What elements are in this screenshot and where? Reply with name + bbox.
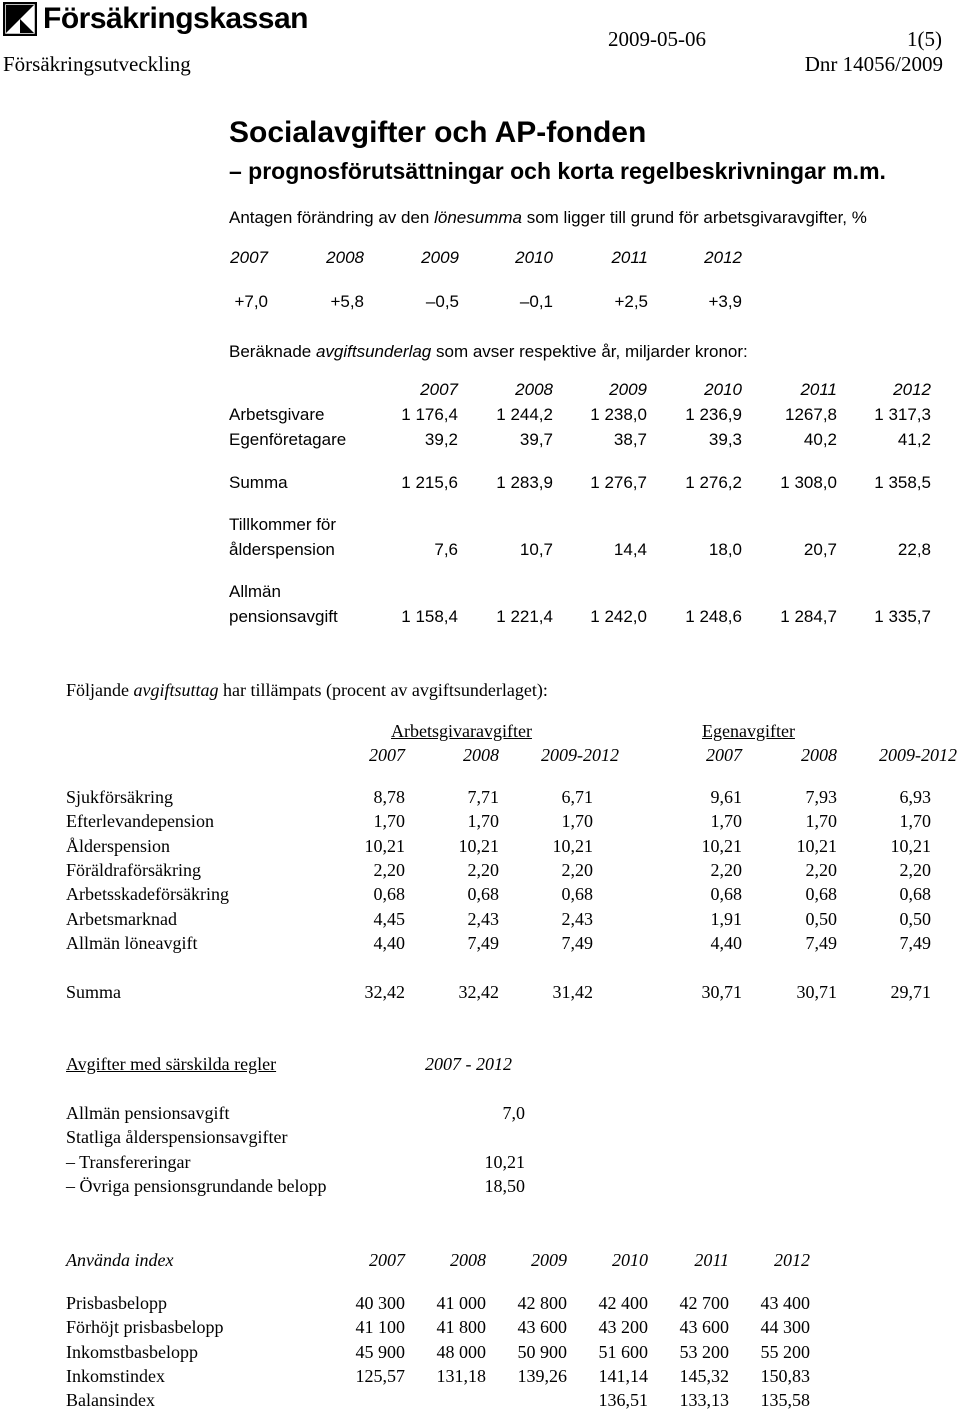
sum-value: 32,42 xyxy=(364,982,405,1002)
cell-value: 1,70 xyxy=(710,811,742,832)
cell-value: 2,20 xyxy=(561,859,593,880)
underlag-caption: Beräknade avgiftsunderlag som avser respektive år, miljarder kronor: xyxy=(229,342,748,361)
row-label: Arbetsmarknad xyxy=(66,908,177,929)
uttag-group-arbetsgivare: Arbetsgivaravgifter xyxy=(391,721,532,741)
logo-mark-icon xyxy=(3,2,37,36)
cell-value: 43 200 xyxy=(598,1317,648,1338)
cell-value: 2,20 xyxy=(805,859,837,880)
cell-value: 1 236,9 xyxy=(685,405,742,424)
cell-value: 22,8 xyxy=(897,540,931,559)
dnr: Dnr 14056/2009 xyxy=(804,52,943,76)
cell-value: 7,71 xyxy=(467,787,499,807)
row-label: Arbetsgivare xyxy=(229,405,325,424)
cell-value: 0,68 xyxy=(899,884,931,905)
year-header: 2007 xyxy=(230,248,268,267)
year-header: 2009-2012 xyxy=(541,745,619,765)
cell-value: 48 000 xyxy=(436,1341,486,1362)
cell-value: 10,7 xyxy=(519,540,553,559)
cell-value: 1 283,9 xyxy=(496,473,553,492)
row-label: pensionsavgift xyxy=(229,607,338,626)
cell-value: 7,49 xyxy=(467,932,499,953)
cell-value: 139,26 xyxy=(517,1365,567,1386)
change-value: –0,1 xyxy=(519,292,553,311)
cell-value: 1,70 xyxy=(561,811,593,832)
row-label: Tillkommer för xyxy=(229,515,337,534)
year-header: 2010 xyxy=(515,248,553,267)
change-value: +3,9 xyxy=(708,292,742,311)
year-header: 2008 xyxy=(801,745,837,765)
cell-value: 1 308,0 xyxy=(780,473,837,492)
year-header: 2012 xyxy=(893,380,931,399)
document-date: 2009-05-06 xyxy=(608,27,706,51)
change-value: +5,8 xyxy=(330,292,364,311)
cell-value: 136,51 xyxy=(598,1390,648,1411)
sarskilda-period: 2007 - 2012 xyxy=(425,1054,512,1074)
cell-value: 39,2 xyxy=(424,430,458,449)
cell-value: 10,21 xyxy=(484,1151,525,1172)
page-number: 1(5) xyxy=(907,27,942,51)
cell-value: 0,68 xyxy=(805,884,837,905)
cell-value: 4,40 xyxy=(710,932,742,953)
row-label: Balansindex xyxy=(66,1390,155,1411)
row-label: Föräldraförsäkring xyxy=(66,859,201,880)
cell-value: 150,83 xyxy=(760,1365,810,1386)
cell-value: 51 600 xyxy=(598,1341,648,1362)
cell-value: 131,18 xyxy=(436,1365,486,1386)
cell-value: 0,68 xyxy=(710,884,742,905)
cell-value: 1 244,2 xyxy=(496,405,553,424)
cell-value: 8,78 xyxy=(373,787,405,807)
row-label: Egenföretagare xyxy=(229,430,347,449)
row-label: – Övriga pensionsgrundande belopp xyxy=(66,1175,327,1196)
year-header: 2009 xyxy=(421,248,459,267)
change-value: +7,0 xyxy=(234,292,268,311)
cell-value: 18,0 xyxy=(708,540,742,559)
cell-value: 1267,8 xyxy=(785,405,837,424)
cell-value: 10,21 xyxy=(364,835,405,856)
cell-value: 1,70 xyxy=(805,811,837,832)
row-label: Prisbasbelopp xyxy=(66,1293,167,1313)
cell-value: 10,21 xyxy=(890,835,931,856)
sum-value: 32,42 xyxy=(458,982,499,1002)
year-header: 2008 xyxy=(463,745,499,765)
cell-value: 135,58 xyxy=(760,1390,810,1411)
sum-value: 31,42 xyxy=(552,982,593,1002)
year-header: 2008 xyxy=(450,1250,486,1270)
year-header: 2009 xyxy=(531,1250,567,1270)
cell-value: 141,14 xyxy=(598,1365,648,1386)
year-header: 2008 xyxy=(326,248,364,267)
row-label: ålderspension xyxy=(229,540,335,559)
cell-value: 40,2 xyxy=(803,430,837,449)
year-header: 2011 xyxy=(611,248,648,267)
year-header: 2010 xyxy=(612,1250,648,1270)
cell-value: 1 317,3 xyxy=(874,405,931,424)
cell-value: 7,49 xyxy=(561,932,593,953)
year-header: 2012 xyxy=(704,248,742,267)
year-header: 2011 xyxy=(800,380,837,399)
year-header: 2007 xyxy=(420,380,458,399)
page-title: Socialavgifter och AP-fonden xyxy=(229,116,647,149)
row-label: Allmän pensionsavgift xyxy=(66,1103,230,1123)
row-label: Ålderspension xyxy=(66,835,170,856)
cell-value: 42 700 xyxy=(679,1293,729,1313)
cell-value: 45 900 xyxy=(355,1341,405,1362)
cell-value: 39,3 xyxy=(708,430,742,449)
cell-value: 20,7 xyxy=(803,540,837,559)
year-header: 2007 xyxy=(706,745,742,765)
uttag-caption: Följande avgiftsuttag har tillämpats (procent av avgiftsunderlaget): xyxy=(66,680,548,700)
cell-value: 0,68 xyxy=(467,884,499,905)
cell-value: 0,68 xyxy=(561,884,593,905)
cell-value: 7,6 xyxy=(434,540,458,559)
row-label: Sjukförsäkring xyxy=(66,787,173,807)
cell-value: 14,4 xyxy=(613,540,647,559)
year-header: 2010 xyxy=(704,380,742,399)
cell-value: 1 158,4 xyxy=(401,607,458,626)
cell-value: 2,43 xyxy=(561,908,593,929)
row-label: Allmän löneavgift xyxy=(66,932,198,953)
row-label: Förhöjt prisbasbelopp xyxy=(66,1317,224,1338)
cell-value: 10,21 xyxy=(552,835,593,856)
cell-value: 1 248,6 xyxy=(685,607,742,626)
cell-value: 145,32 xyxy=(679,1365,729,1386)
cell-value: 1,91 xyxy=(710,908,742,929)
year-header: 2012 xyxy=(774,1250,810,1270)
cell-value: 1 238,0 xyxy=(590,405,647,424)
year-header: 2009-2012 xyxy=(879,745,957,765)
cell-value: 1 221,4 xyxy=(496,607,553,626)
cell-value: 41 800 xyxy=(436,1317,486,1338)
cell-value: 4,45 xyxy=(373,908,405,929)
cell-value: 7,93 xyxy=(805,787,837,807)
year-header: 2009 xyxy=(609,380,647,399)
cell-value: 7,49 xyxy=(899,932,931,953)
cell-value: 1 358,5 xyxy=(874,473,931,492)
page-subtitle: – prognosförutsättningar och korta regelbeskrivningar m.m. xyxy=(229,158,886,184)
cell-value: 1,70 xyxy=(373,811,405,832)
row-label: Statliga ålderspensionsavgifter xyxy=(66,1127,288,1148)
row-label: Efterlevandepension xyxy=(66,811,214,832)
cell-value: 41,2 xyxy=(897,430,931,449)
year-header: 2007 xyxy=(369,745,405,765)
lonesumma-caption: Antagen förändring av den lönesumma som ligger till grund för arbetsgivaravgifter, % xyxy=(229,208,867,227)
sum-value: 30,71 xyxy=(701,982,742,1002)
sarskilda-heading: Avgifter med särskilda regler xyxy=(66,1054,277,1074)
row-label: Inkomstbasbelopp xyxy=(66,1341,198,1362)
row-label: Arbetsskadeförsäkring xyxy=(66,884,229,905)
sum-value: 29,71 xyxy=(890,982,931,1002)
year-header: 2011 xyxy=(694,1250,729,1270)
cell-value: 2,43 xyxy=(467,908,499,929)
cell-value: 1,70 xyxy=(467,811,499,832)
cell-value: 41 100 xyxy=(355,1317,405,1338)
sum-label: Summa xyxy=(66,982,122,1002)
cell-value: 44 300 xyxy=(760,1317,810,1338)
cell-value: 38,7 xyxy=(613,430,647,449)
logo-text: Försäkringskassan xyxy=(43,2,308,35)
cell-value: 43 600 xyxy=(679,1317,729,1338)
cell-value: 10,21 xyxy=(701,835,742,856)
cell-value: 42 800 xyxy=(517,1293,567,1313)
cell-value: 6,93 xyxy=(899,787,931,807)
row-label: Allmän xyxy=(229,582,281,601)
cell-value: 53 200 xyxy=(679,1341,729,1362)
cell-value: 2,20 xyxy=(710,859,742,880)
cell-value: 18,50 xyxy=(484,1175,525,1196)
uttag-group-egen: Egenavgifter xyxy=(702,721,795,741)
cell-value: 43 600 xyxy=(517,1317,567,1338)
cell-value: 6,71 xyxy=(561,787,593,807)
cell-value: 10,21 xyxy=(458,835,499,856)
year-header: 2007 xyxy=(369,1250,405,1270)
department: Försäkringsutveckling xyxy=(3,52,191,76)
cell-value: 1 215,6 xyxy=(401,473,458,492)
row-label: Inkomstindex xyxy=(66,1365,165,1386)
cell-value: 10,21 xyxy=(796,835,837,856)
cell-value: 2,20 xyxy=(467,859,499,880)
change-value: –0,5 xyxy=(425,292,459,311)
cell-value: 39,7 xyxy=(519,430,553,449)
change-value: +2,5 xyxy=(614,292,648,311)
cell-value: 2,20 xyxy=(373,859,405,880)
cell-value: 0,50 xyxy=(805,908,837,929)
cell-value: 42 400 xyxy=(598,1293,648,1313)
row-label: Summa xyxy=(229,473,288,492)
index-heading: Använda index xyxy=(66,1250,174,1270)
cell-value: 9,61 xyxy=(710,787,742,807)
cell-value: 2,20 xyxy=(899,859,931,880)
cell-value: 1 276,7 xyxy=(590,473,647,492)
cell-value: 1 335,7 xyxy=(874,607,931,626)
cell-value: 1,70 xyxy=(899,811,931,832)
cell-value: 133,13 xyxy=(679,1390,729,1411)
cell-value: 41 000 xyxy=(436,1293,486,1313)
cell-value: 1 284,7 xyxy=(780,607,837,626)
cell-value: 50 900 xyxy=(517,1341,567,1362)
cell-value: 0,68 xyxy=(373,884,405,905)
logo xyxy=(3,2,308,36)
year-header: 2008 xyxy=(515,380,553,399)
cell-value: 55 200 xyxy=(760,1341,810,1362)
cell-value: 1 176,4 xyxy=(401,405,458,424)
cell-value: 1 242,0 xyxy=(590,607,647,626)
cell-value: 7,49 xyxy=(805,932,837,953)
cell-value: 4,40 xyxy=(373,932,405,953)
cell-value: 125,57 xyxy=(355,1365,405,1386)
cell-value: 43 400 xyxy=(760,1293,810,1313)
row-label: – Transfereringar xyxy=(66,1151,191,1172)
cell-value: 1 276,2 xyxy=(685,473,742,492)
cell-value: 7,0 xyxy=(502,1103,525,1123)
cell-value: 40 300 xyxy=(355,1293,405,1313)
sum-value: 30,71 xyxy=(796,982,837,1002)
cell-value: 0,50 xyxy=(899,908,931,929)
